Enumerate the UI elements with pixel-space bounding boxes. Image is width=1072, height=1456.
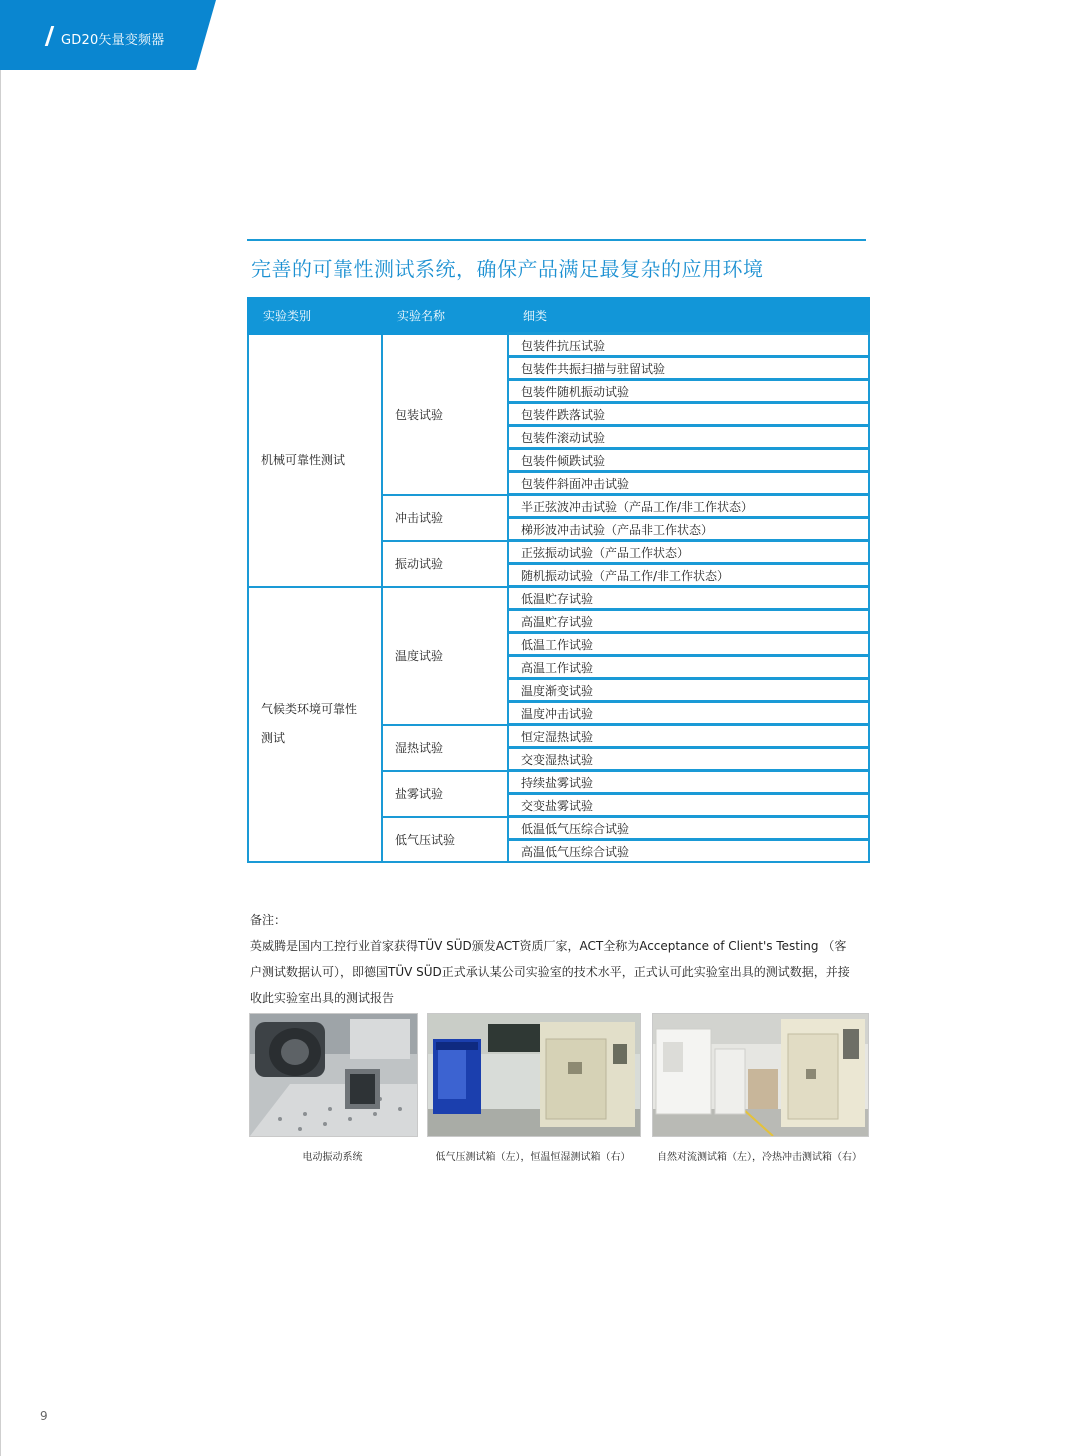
photo-vibration-system [249,1013,418,1137]
subtype-cell: 温度渐变试验 [508,679,869,702]
subtype-cell: 低温工作试验 [508,633,869,656]
note-text: 英威腾是国内工控行业首家获得TÜV SÜD颁发ACT资质厂家，ACT全称为Acceptance of Client's Testing （客户测试数据认可），即德国TÜV SÜD正式承认某公司实验室的技术水平，正式认可此实验室出具的测试数据，并接收此实验室出具的测试报告 [250,939,850,1005]
note-label: 备注： [250,913,287,927]
subtype-cell: 交变盐雾试验 [508,794,869,817]
table-row [248,587,869,610]
test-name-cell: 冲击试验 [382,495,508,541]
category-cell [248,334,382,587]
subtype-cell: 半正弦波冲击试验（产品工作/非工作状态） [508,495,869,518]
section-divider [247,239,866,241]
table-header-row [248,298,869,334]
test-name-cell: 包装试验 [382,334,508,495]
category-label: 气候类环境可靠性 [261,702,358,717]
subtype-cell: 持续盐雾试验 [508,771,869,794]
test-name-cell: 盐雾试验 [382,771,508,817]
subtype-cell: 梯形波冲击试验（产品非工作状态） [508,518,869,541]
pressure-humidity-chambers-image [428,1014,640,1136]
subtype-cell: 高温工作试验 [508,656,869,679]
subtype-cell: 温度冲击试验 [508,702,869,725]
section-title: 完善的可靠性测试系统，确保产品满足最复杂的应用环境 [251,257,764,281]
subtype-cell: 恒定湿热试验 [508,725,869,748]
caption-pressure-humidity: 低气压测试箱（左），恒温恒湿测试箱（右） [435,1152,631,1163]
caption-convection-shock: 自然对流测试箱（左），冷热冲击测试箱（右） [657,1152,862,1163]
subtype-cell: 高温低气压综合试验 [508,840,869,863]
subtype-cell: 随机振动试验（产品工作/非工作状态） [508,564,869,587]
test-name-cell: 低气压试验 [382,817,508,863]
subtype-cell: 低温贮存试验 [508,587,869,610]
subtype-cell: 包装件抗压试验 [508,334,869,357]
test-name-cell: 温度试验 [382,587,508,725]
subtype-cell: 包装件滚动试验 [508,426,869,449]
subtype-cell: 交变湿热试验 [508,748,869,771]
product-title: GD20矢量变频器 [61,33,165,48]
caption-vibration-system: 电动振动系统 [302,1152,363,1163]
photo-convection-shock-chambers [652,1013,869,1137]
test-name-cell: 振动试验 [382,541,508,587]
subtype-cell: 正弦振动试验（产品工作状态） [508,541,869,564]
category-cell [248,587,382,863]
subtype-cell: 高温贮存试验 [508,610,869,633]
convection-shock-chambers-image [653,1014,868,1136]
reliability-test-table [247,297,870,863]
page-edge-rule [0,0,1,1456]
category-label: 机械可靠性测试 [261,452,346,467]
subtype-cell: 包装件倾跌试验 [508,449,869,472]
subtype-cell: 低温低气压综合试验 [508,817,869,840]
header-category: 实验类别 [248,298,382,334]
category-label-cont: 测试 [261,731,286,746]
header-subtype: 细类 [508,298,869,334]
subtype-cell: 包装件共振扫描与驻留试验 [508,357,869,380]
subtype-cell: 包装件斜面冲击试验 [508,472,869,495]
header-test-name: 实验名称 [382,298,508,334]
test-name-cell: 湿热试验 [382,725,508,771]
page-number: 9 [40,1409,48,1423]
subtype-cell: 包装件随机振动试验 [508,380,869,403]
vibration-system-image [250,1014,417,1136]
photo-pressure-humidity-chambers [427,1013,641,1137]
subtype-cell: 包装件跌落试验 [508,403,869,426]
table-row [248,334,869,357]
